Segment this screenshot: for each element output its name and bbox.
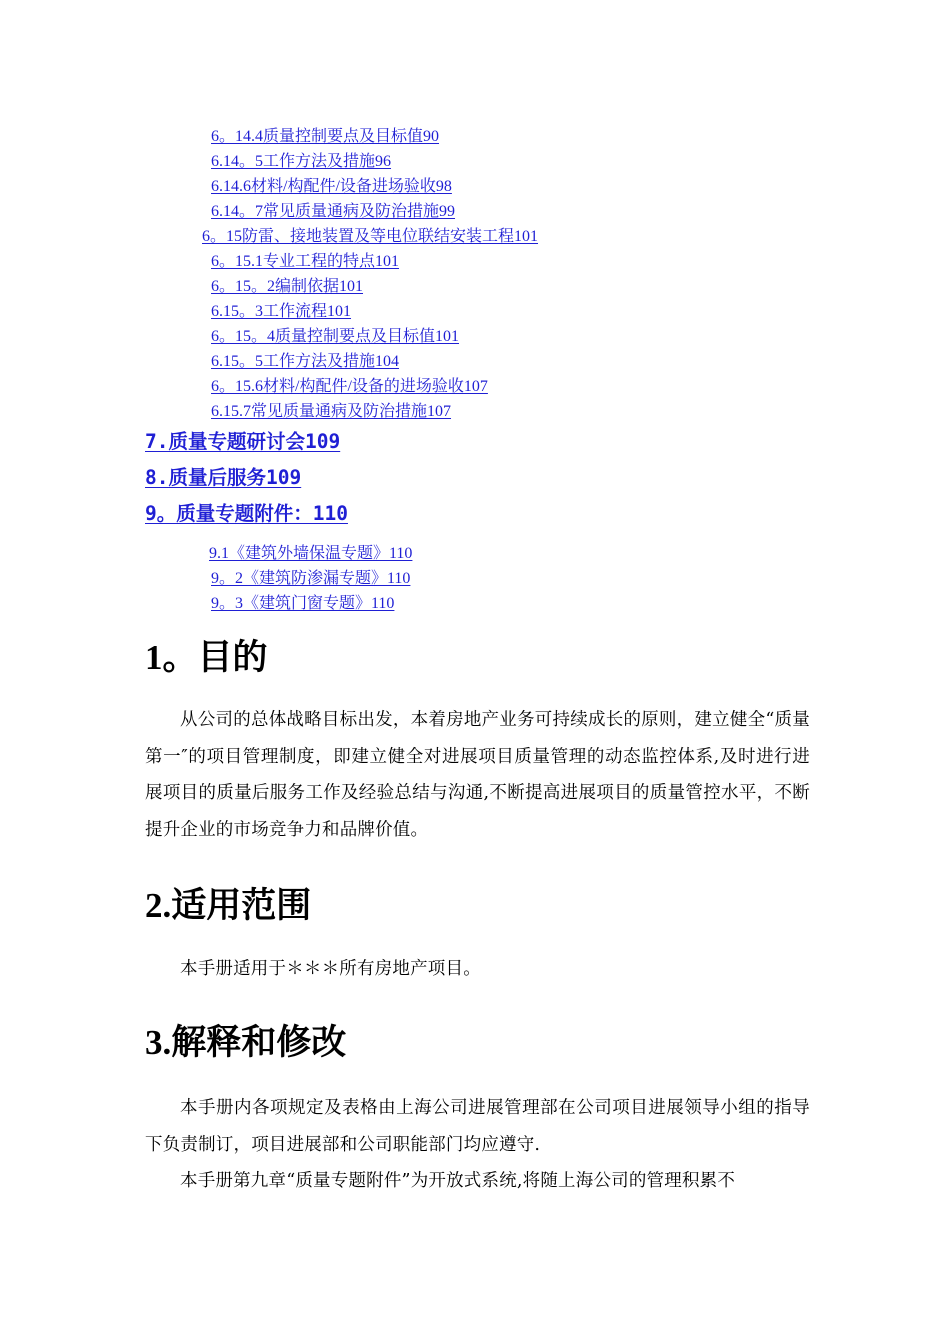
toc-link[interactable]: 6。14.4质量控制要点及目标值90 <box>211 128 440 145</box>
body-paragraph: 本手册内各项规定及表格由上海公司进展管理部在公司项目进展领导小组的指导下负责制订，项目进展部和公司职能部门均应遵守. <box>145 1098 810 1155</box>
toc-link[interactable]: 9。质量专题附件：110 <box>145 502 348 525</box>
toc-link[interactable]: 9.1《建筑外墙保温专题》110 <box>209 545 413 562</box>
toc-link[interactable]: 6.15。3工作流程101 <box>211 303 352 320</box>
toc-link[interactable]: 6。15。2编制依据101 <box>211 278 364 295</box>
section-purpose <box>145 638 810 678</box>
toc-link[interactable]: 6.14。5工作方法及措施96 <box>211 153 392 170</box>
toc-entry-6-15-5 <box>0 349 950 374</box>
toc-entry-6-15-4 <box>0 324 950 349</box>
toc-link[interactable]: 6.15。5工作方法及措施104 <box>211 353 400 370</box>
section-heading: 3.解释和修改 <box>145 1023 347 1062</box>
section-purpose-body <box>145 702 810 848</box>
toc-entry-6-14-7 <box>0 199 950 224</box>
table-of-contents <box>0 124 950 616</box>
toc-entry-9-1 <box>0 541 950 566</box>
toc-entry-6-14-6 <box>0 174 950 199</box>
toc-link[interactable]: 9。3《建筑门窗专题》110 <box>211 595 395 612</box>
toc-link[interactable]: 6。15.1专业工程的特点101 <box>211 253 400 270</box>
section-scope <box>145 886 810 926</box>
toc-link[interactable]: 6。15.6材料/构配件/设备的进场验收107 <box>211 378 488 395</box>
body-paragraph: 本手册适用于＊＊＊所有房地产项目。 <box>180 959 481 979</box>
toc-link[interactable]: 7.质量专题研讨会109 <box>145 430 341 453</box>
toc-entry-6-14-5 <box>0 149 950 174</box>
section-heading: 1。目的 <box>145 638 268 677</box>
toc-entry-6-15 <box>0 224 950 249</box>
toc-link[interactable]: 6.14。7常见质量通病及防治措施99 <box>211 203 456 220</box>
toc-entry-6-15-1 <box>0 249 950 274</box>
toc-entry-6-15-2 <box>0 274 950 299</box>
toc-link[interactable]: 9。2《建筑防渗漏专题》110 <box>211 570 411 587</box>
toc-entry-7 <box>0 424 950 460</box>
toc-entry-9 <box>0 496 950 532</box>
toc-entry-9-3 <box>0 591 950 616</box>
toc-entry-6-14-4 <box>0 124 950 149</box>
toc-link[interactable]: 8.质量后服务109 <box>145 466 302 489</box>
toc-entry-9-2 <box>0 566 950 591</box>
toc-entry-8 <box>0 460 950 496</box>
section-interpretation-body <box>145 1090 810 1200</box>
toc-entry-6-15-6 <box>0 374 950 399</box>
toc-link[interactable]: 6.15.7常见质量通病及防治措施107 <box>211 403 452 420</box>
toc-link[interactable]: 6。15防雷、接地装置及等电位联结安装工程101 <box>202 228 539 245</box>
toc-link[interactable]: 6.14.6材料/构配件/设备进场验收98 <box>211 178 452 195</box>
toc-entry-6-15-7 <box>0 399 950 424</box>
section-interpretation <box>145 1023 810 1063</box>
body-paragraph: 本手册第九章“质量专题附件”为开放式系统,将随上海公司的管理积累不 <box>180 1171 736 1191</box>
toc-group-9 <box>0 541 950 616</box>
body-paragraph: 从公司的总体战略目标出发，本着房地产业务可持续成长的原则，建立健全“质量第一″的项目管理制度，即建立健全对进展项目质量管理的动态监控体系,及时进行进展项目的质量后服务工作及经验总结与沟通,不断提高进展项目的质量管控水平，不断提升企业的市场竞争力和品牌价值。 <box>145 710 810 840</box>
toc-link[interactable]: 6。15。4质量控制要点及目标值101 <box>211 328 460 345</box>
toc-entry-6-15-3 <box>0 299 950 324</box>
section-heading: 2.适用范围 <box>145 886 312 925</box>
section-scope-body <box>145 951 810 988</box>
